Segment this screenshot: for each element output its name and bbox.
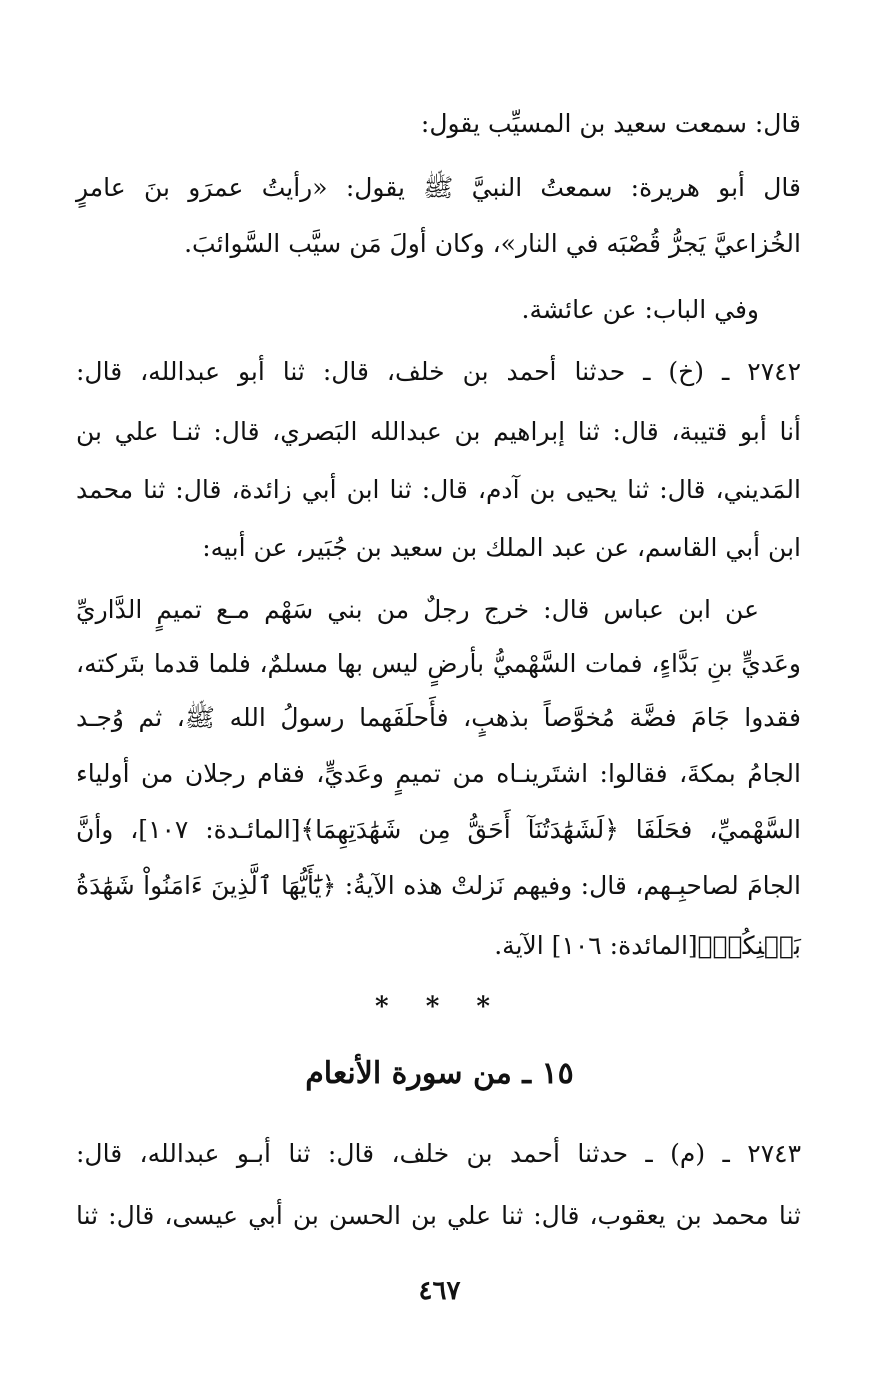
text-line: السَّهْميِّ، فحَلَفَا ﴿لَشَهَٰدَتُنَآ أَحَقُّ مِن شَهَٰدَتِهِمَا﴾[المائـدة: ١٠٧]، وأنَّ [76,815,801,844]
text-line: بَيۡنِكُمۡ﴾[المائدة: ١٠٦] الآية. [494,931,801,960]
text-line: المَديني، قال: ثنا يحيى بن آدم، قال: ثنا ابن أبي زائدة، قال: ثنا محمد [76,475,801,504]
text-line: قال أبو هريرة: سمعتُ النبيَّ ﷺ يقول: «رأيتُ عمرَو بنَ عامرٍ [76,173,801,202]
section-separator: * * * [375,992,504,1022]
text-line: الجامُ بمكةَ، فقالوا: اشتَرينـاه من تميمٍ وعَديٍّ، فقام رجلان من أولياء [76,759,801,788]
text-line: ثنا محمد بن يعقوب، قال: ثنا علي بن الحسن بن أبي عيسى، قال: ثنا [76,1201,801,1230]
hadith-2742-line: ٢٧٤٢ ـ (خ) ـ حدثنا أحمد بن خلف، قال: ثنا أبو عبدالله، قال: [76,357,801,386]
text-line: أنا أبو قتيبة، قال: ثنا إبراهيم بن عبدالله البَصري، قال: ثنـا علي بن [76,417,801,446]
text-line: وعَديٍّ بنِ بَدَّاءٍ، فمات السَّهْميُّ بأرضٍ ليس بها مسلمٌ، فلما قدما بتَركته، [76,649,801,678]
text-line: فقدوا جَامَ فضَّة مُخوَّصاً بذهبٍ، فأَحلَفَهما رسولُ الله ﷺ، ثم وُجـد [76,703,801,732]
section-title: ١٥ ـ من سورة الأنعام [305,1056,574,1091]
text-line: ابن أبي القاسم، عن عبد الملك بن سعيد بن جُبَير، عن أبيه: [202,533,801,562]
text-line: الجامَ لصاحبِـهم، قال: وفيهم نَزلتْ هذه الآيةُ: ﴿يَٰٓأَيُّهَا ٱلَّذِينَ ءَامَنُواْ شَهَٰدَةُ [76,871,801,900]
text-line: عن ابن عباس قال: خرج رجلٌ من بني سَهْم مـع تميمٍ الدَّاريِّ [76,595,759,624]
text-line: الخُزاعيَّ يَجرُّ قُصْبَه في النار»، وكان أولَ مَن سيَّب السَّوائبَ. [184,229,801,258]
text-line: وفي الباب: عن عائشة. [521,295,759,324]
page-number: ٤٦٧ [418,1276,461,1306]
text-line: قال: سمعت سعيد بن المسيِّب يقول: [420,109,801,138]
hadith-2743-line: ٢٧٤٣ ـ (م) ـ حدثنا أحمد بن خلف، قال: ثنا أبـو عبدالله، قال: [76,1139,801,1168]
